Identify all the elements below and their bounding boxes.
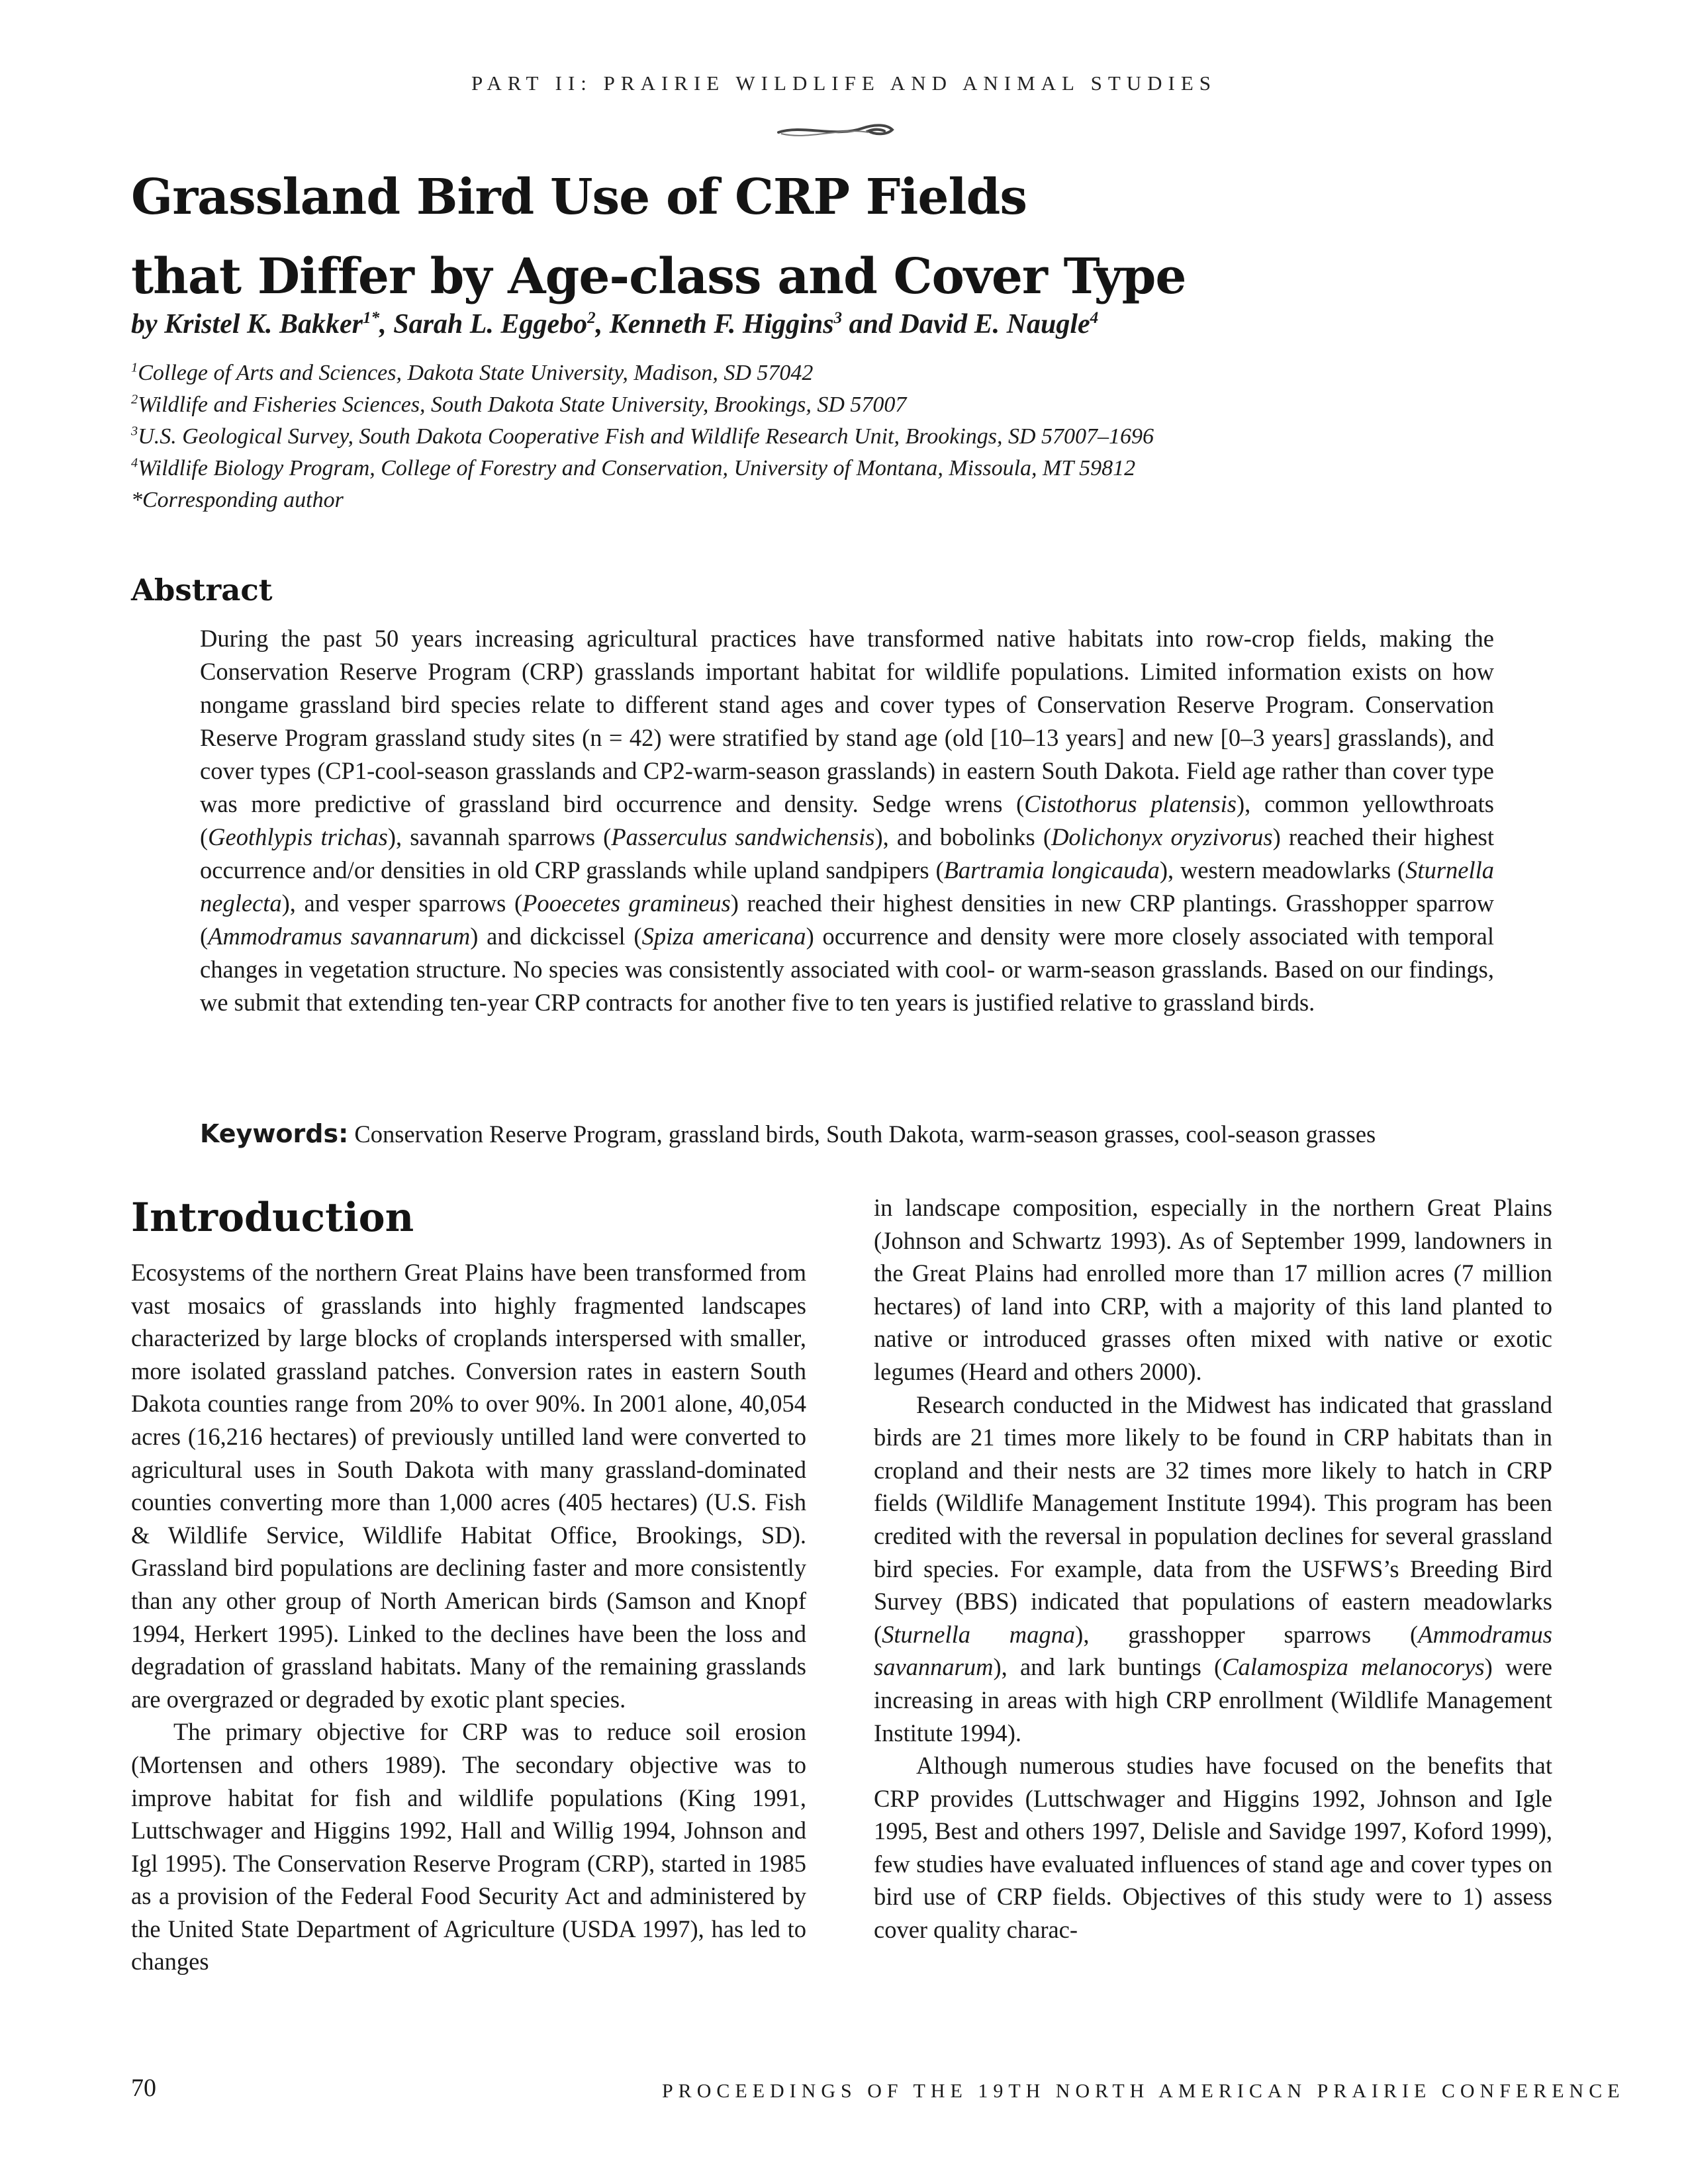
author-affiliation-mark: 2 (587, 309, 596, 327)
author-name: Kenneth F. Higgins (609, 309, 834, 340)
paragraph (874, 1191, 1552, 1388)
species-name: Spiza americana (641, 923, 806, 950)
text-run: Although numerous studies have focused on the benefits that CRP provides (Luttschwager and Higgins 1992, Johnson and Igle 1995, Best and others 1997, Delisle and Savidge 1997, Koford 1999), few studies have evaluated influences of stand age and cover types on bird use of CRP fields. Objectives of this study were to 1) assess cover quality charac- (874, 1752, 1552, 1944)
text-run: ) were increasing in areas with high CRP enrollment (Wildlife Management Institute 1994). (874, 1653, 1552, 1747)
text-run: ) occurrence and density were more closely associated with temporal changes in vegetation structure. No species was consistently associated with cool- or warm-season grasslands. Based on our findings, we submit that extending ten-year CRP contracts for another five to ten years is justified relative to grassland birds. (200, 923, 1495, 1016)
text-run: Ecosystems of the northern Great Plains have been transformed from vast mosaics of grasslands into highly fragmented landscapes characterized by large blocks of croplands interspersed with smaller, more isolated grassland patches. Conversion rates in eastern South Dakota counties range from 20% to over 90%. In 2001 alone, 40,054 acres (16,216 hectares) of previously untilled land were converted to agricultural uses in South Dakota with many grassland-dominated counties converting more than 1,000 acres (405 hectares) (U.S. Fish & Wildlife Service, Wildlife Habitat Office, Brookings, SD). Grassland bird populations are declining faster and more consistently than any other group of North American birds (Samson and Knopf 1994, Herkert 1995). Linked to the declines have been the loss and degradation of grassland habitats. Many of the remaining grasslands are overgrazed or degraded by exotic plant species. (131, 1259, 806, 1713)
author-separator: , (379, 309, 394, 340)
author-name: David E. Naugle (899, 309, 1090, 340)
running-head: PART II: PRAIRIE WILDLIFE AND ANIMAL STUDIES (471, 71, 1217, 95)
paragraph (131, 1715, 806, 1978)
affiliation-line (131, 421, 1587, 453)
species-name: Bartramia longicauda (943, 856, 1160, 884)
species-name: Sturnella neglecta (200, 856, 1494, 917)
abstract-heading: Abstract (131, 572, 273, 608)
species-name: Passerculus sandwichensis (611, 823, 875, 850)
text-run: ), and vesper sparrows ( (281, 889, 523, 917)
text-run: ) reached their highest densities in new CRP plantings. Grasshopper sparrow ( (200, 889, 1494, 950)
affiliation-line (131, 389, 1587, 421)
affiliation-mark: 1 (131, 360, 138, 375)
title-line-2: that Differ by Age-class and Cover Type (131, 248, 1186, 305)
text-run: The primary objective for CRP was to reduce soil erosion (Mortensen and others 1989). The secondary objective was to improve habitat for fish and wildlife populations (King 1991, Luttschwager and Higgins 1992, Hall and Willig 1994, Johnson and Igl 1995). The Conservation Reserve Program (CRP), started in 1985 as a provision of the Federal Food Security Act and administered by the United State Department of Agriculture (USDA 1997), has led to changes (131, 1718, 806, 1976)
text-run: ) and dickcissel ( (470, 923, 642, 950)
ornamental-swash-icon (776, 118, 895, 140)
affiliation-line (131, 453, 1587, 484)
paragraph (874, 1749, 1552, 1946)
affiliation-mark: 4 (131, 455, 138, 471)
keywords-label: Keywords: (200, 1119, 349, 1148)
introduction-left-column (131, 1256, 806, 1978)
affiliation-line (131, 484, 1587, 516)
affiliation-mark: 2 (131, 392, 138, 407)
species-name: Dolichonyx oryzivorus (1051, 823, 1273, 850)
abstract-body (200, 622, 1494, 1019)
text-run: ), western meadowlarks ( (1159, 856, 1406, 884)
affiliation-line (131, 357, 1587, 389)
author-name: Kristel K. Bakker (164, 309, 363, 340)
species-name: Ammodramus savannarum (874, 1620, 1552, 1681)
author-separator: , (595, 309, 610, 340)
paragraph (874, 1388, 1552, 1750)
species-name: Pooecetes gramineus (522, 889, 731, 917)
affiliation-text: Wildlife and Fisheries Sciences, South Dakota State University, Brookings, SD 57007 (138, 392, 907, 417)
author-affiliation-mark: 3 (833, 309, 843, 327)
species-name: Geothlypis trichas (208, 823, 388, 850)
text-run: During the past 50 years increasing agricultural practices have transformed native habitats into row-crop fields, making the Conservation Reserve Program (CRP) grasslands important habitat for wildlife populations. Limited information exists on how nongame grassland bird species relate to different stand ages and cover types of Conservation Reserve Program. Conservation Reserve Program grassland study sites (n = 42) were stratified by stand age (old [10–13 years] and new [0–3 years] grasslands), and cover types (CP1-cool-season grasslands and CP2-warm-season grasslands) in eastern South Dakota. Field age rather than cover type was more predictive of grassland bird occurrence and density. Sedge wrens ( (200, 625, 1494, 817)
affiliation-text: College of Arts and Sciences, Dakota State University, Madison, SD 57042 (138, 361, 814, 385)
title-line-1: Grassland Bird Use of CRP Fields (131, 169, 1027, 226)
author-separator: and (842, 309, 900, 340)
species-name: Ammodramus savannarum (208, 923, 471, 950)
author-name: Sarah L. Eggebo (393, 309, 588, 340)
article-title (131, 158, 1587, 316)
page-number: 70 (131, 2074, 156, 2102)
text-run: in landscape composition, especially in the northern Great Plains (Johnson and Schwartz 1993). As of September 1999, landowners in the Great Plains had enrolled more than 17 million acres (7 million hectares) of land into CRP, with a majority of this land planted to native or introduced grasses often mixed with native or exotic legumes (Heard and others 2000). (874, 1194, 1552, 1385)
text-run: ), grasshopper sparrows ( (1075, 1620, 1419, 1648)
text-run: Research conducted in the Midwest has indicated that grassland birds are 21 times more likely to be found in CRP habitats than in cropland and their nests are 32 times more likely to hatch in CRP fields (Wildlife Management Institute 1994). This program has been credited with the reversal in population declines for several grassland bird species. For example, data from the USFWS’s Breeding Bird Survey (BBS) indicated that populations of eastern meadowlarks ( (874, 1390, 1552, 1648)
paragraph (131, 1256, 806, 1715)
affiliations-list (131, 357, 1587, 516)
keywords-text: Conservation Reserve Program, grassland birds, South Dakota, warm-season grasses, cool-season grasses (348, 1120, 1376, 1148)
affiliation-text: U.S. Geological Survey, South Dakota Cooperative Fish and Wildlife Research Unit, Brookings, SD 57007–1696 (138, 424, 1154, 449)
author-affiliation-mark: 4 (1090, 309, 1099, 327)
author-affiliation-mark: 1* (363, 309, 380, 327)
affiliation-text: *Corresponding author (131, 488, 344, 512)
affiliation-text: Wildlife Biology Program, College of Forestry and Conservation, University of Montana, Missoula, MT 59812 (138, 456, 1136, 480)
byline-prefix: by (131, 309, 158, 340)
text-run: ) reached their highest occurrence and/or densities in old CRP grasslands while upland sandpipers ( (200, 823, 1494, 884)
text-run: ), and bobolinks ( (874, 823, 1052, 850)
introduction-right-column (874, 1191, 1552, 1946)
text-run: ), and lark buntings ( (993, 1653, 1223, 1681)
text-run: ), common yellowthroats ( (200, 790, 1494, 850)
species-name: Calamospiza melanocorys (1222, 1653, 1485, 1681)
species-name: Cistothorus platensis (1024, 790, 1237, 817)
keywords-line (200, 1117, 1497, 1151)
introduction-heading: Introduction (131, 1195, 414, 1241)
affiliation-mark: 3 (131, 424, 138, 439)
species-name: Sturnella magna (882, 1620, 1076, 1648)
text-run: ), savannah sparrows ( (387, 823, 612, 850)
journal-footer: PROCEEDINGS OF THE 19TH NORTH AMERICAN PRAIRIE CONFERENCE (662, 2080, 1625, 2102)
author-byline (131, 306, 1587, 343)
